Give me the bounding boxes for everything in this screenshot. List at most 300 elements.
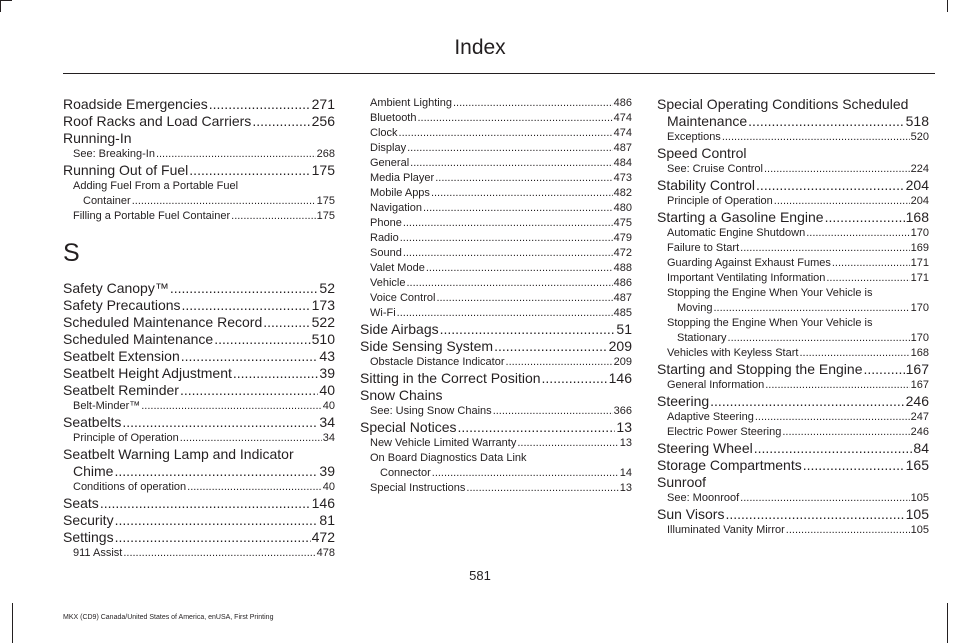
entry-page-number: 146: [608, 370, 632, 386]
dot-leader: [799, 346, 909, 361]
entry-text: Sunroof: [657, 474, 707, 490]
entry-text: Special Notices: [360, 419, 457, 435]
entry-page-number: 171: [910, 257, 929, 269]
entry-text: Stability Control: [657, 177, 756, 193]
dot-leader: [182, 297, 311, 314]
index-subentry: [360, 246, 632, 261]
entry-text: See: Using Snow Chains: [370, 405, 492, 417]
footer-printing-info: MKX (CD9) Canada/United States of America, enUSA, First Printing: [63, 614, 274, 621]
entry-text: On Board Diagnostics Data Link: [370, 452, 527, 464]
dot-leader: [466, 481, 618, 496]
index-entry: [63, 162, 335, 179]
index-entry: [657, 457, 929, 474]
index-entry: [63, 512, 335, 529]
dot-leader: [782, 425, 909, 440]
index-entry: [657, 145, 929, 162]
index-subentry: [657, 130, 929, 145]
index-entry: [360, 419, 632, 436]
dot-leader: [826, 271, 909, 286]
entry-page-number: 479: [613, 232, 632, 244]
entry-page-number: 209: [608, 338, 632, 354]
dot-leader: [722, 130, 910, 145]
index-subentry: [360, 276, 632, 291]
entry-text: Mobile Apps: [370, 187, 430, 199]
index-entry: [63, 529, 335, 546]
index-entry: [63, 382, 335, 399]
index-subentry: [657, 241, 929, 256]
dot-leader: [436, 291, 612, 306]
dot-leader: [417, 111, 612, 126]
index-subentry: [63, 209, 335, 224]
dot-leader: [123, 546, 315, 561]
dot-leader: [765, 378, 909, 393]
entry-page-number: 169: [910, 242, 929, 254]
dot-leader: [806, 226, 909, 241]
entry-page-number: 224: [910, 163, 929, 175]
entry-text: Seats: [63, 495, 99, 511]
index-subentry: [657, 256, 929, 271]
entry-page-number: 170: [910, 332, 929, 344]
dot-leader: [542, 370, 608, 387]
page-title: Index: [454, 36, 506, 59]
crop-mark-top-left: [0, 0, 1, 12]
entry-text: Side Sensing System: [360, 338, 494, 354]
index-entry: [657, 506, 929, 523]
index-subentry: [657, 491, 929, 506]
entry-text: Adaptive Steering: [667, 411, 754, 423]
entry-text: Steering: [657, 393, 710, 409]
index-subentry: [657, 286, 929, 316]
entry-text: Radio: [370, 232, 399, 244]
entry-text: Media Player: [370, 172, 435, 184]
entry-page-number: 13: [616, 419, 632, 435]
entry-text: Scheduled Maintenance: [63, 331, 214, 347]
entry-page-number: 105: [905, 506, 929, 522]
entry-page-number: 13: [619, 437, 632, 449]
dot-leader: [432, 466, 619, 481]
entry-page-number: 473: [613, 172, 632, 184]
entry-text: Sun Visors: [657, 506, 725, 522]
entry-text: Electric Power Steering: [667, 426, 782, 438]
entry-page-number: 480: [613, 202, 632, 214]
dot-leader: [740, 491, 909, 506]
entry-page-number: 486: [613, 97, 632, 109]
dot-leader: [115, 512, 319, 529]
dot-leader: [493, 404, 613, 419]
dot-leader: [180, 382, 318, 399]
entry-text: Seatbelt Warning Lamp and Indicator: [63, 446, 294, 462]
entry-text: Speed Control: [657, 145, 747, 161]
entry-page-number: 246: [905, 393, 929, 409]
dot-leader: [725, 506, 904, 523]
dot-leader: [406, 276, 612, 291]
dot-leader: [435, 171, 612, 186]
crop-mark-top-left: [0, 0, 12, 1]
dot-leader: [748, 113, 904, 130]
index-subentry: [657, 425, 929, 440]
entry-page-number: 168: [910, 347, 929, 359]
entry-text: Stopping the Engine When Your Vehicle is: [667, 287, 873, 299]
dot-leader: [214, 331, 310, 348]
dot-leader: [180, 431, 322, 446]
dot-leader: [141, 399, 322, 414]
index-entry: [63, 331, 335, 348]
index-entry: [63, 348, 335, 365]
dot-leader: [786, 523, 910, 538]
entry-text: Conditions of operation: [73, 481, 187, 493]
index-column-3: [657, 96, 929, 538]
entry-page-number: 34: [319, 414, 335, 430]
entry-page-number: 485: [613, 307, 632, 319]
entry-text: Stopping the Engine When Your Vehicle is: [667, 317, 873, 329]
index-subentry: [360, 404, 632, 419]
entry-text: Seatbelt Extension: [63, 348, 180, 364]
entry-text: Vehicle: [370, 277, 406, 289]
index-subentry: [360, 171, 632, 186]
entry-page-number: 39: [319, 365, 335, 381]
entry-page-number: 34: [322, 432, 335, 444]
entry-page-number: 271: [311, 96, 335, 112]
dot-leader: [506, 355, 613, 370]
entry-page-number: 167: [905, 361, 929, 377]
entry-page-number: 204: [905, 177, 929, 193]
dot-leader: [423, 201, 613, 216]
entry-text: Valet Mode: [370, 262, 425, 274]
entry-text: Sound: [370, 247, 402, 259]
dot-leader: [233, 365, 319, 382]
dot-leader: [764, 162, 910, 177]
dot-leader: [132, 194, 316, 209]
entry-page-number: 487: [613, 292, 632, 304]
index-letter-heading: S: [63, 239, 80, 267]
entry-page-number: 84: [913, 440, 929, 456]
crop-mark-top-right: [947, 0, 948, 12]
entry-page-number: 247: [910, 411, 929, 423]
entry-text: Starting and Stopping the Engine: [657, 361, 863, 377]
entry-text: Guarding Against Exhaust Fumes: [667, 257, 831, 269]
index-entry: [63, 297, 335, 314]
index-subentry: [657, 226, 929, 241]
entry-page-number: 81: [319, 512, 335, 528]
crop-mark-bottom-left: [12, 603, 13, 643]
dot-leader: [410, 156, 613, 171]
dot-leader: [740, 241, 910, 256]
index-entry: [63, 365, 335, 382]
entry-text: Display: [370, 142, 407, 154]
dot-leader: [122, 414, 318, 431]
entry-text: New Vehicle Limited Warranty: [370, 437, 517, 449]
entry-text: Failure to Start: [667, 242, 740, 254]
entry-page-number: 487: [613, 142, 632, 154]
index-subentry: [63, 546, 335, 561]
index-entry: [63, 130, 335, 147]
dot-leader: [263, 314, 310, 331]
entry-page-number: 488: [613, 262, 632, 274]
entry-text: Running Out of Fuel: [63, 162, 189, 178]
dot-leader: [755, 410, 910, 425]
entry-text: Settings: [63, 529, 114, 545]
entry-text: Safety Precautions: [63, 297, 181, 313]
entry-page-number: 165: [905, 457, 929, 473]
entry-page-number: 40: [319, 382, 335, 398]
entry-page-number: 40: [322, 481, 335, 493]
entry-text-continued: Chime: [73, 463, 114, 479]
entry-text: Wi-Fi: [370, 307, 396, 319]
entry-page-number: 105: [910, 492, 929, 504]
entry-page-number: 472: [311, 529, 335, 545]
dot-leader: [494, 338, 608, 355]
index-entry: [657, 361, 929, 378]
dot-leader: [517, 436, 618, 451]
entry-page-number: 472: [613, 247, 632, 259]
index-subentry: [657, 194, 929, 209]
entry-text: See: Moonroof: [667, 492, 740, 504]
dot-leader: [187, 480, 322, 495]
entry-page-number: 173: [311, 297, 335, 313]
entry-text: Roadside Emergencies: [63, 96, 208, 112]
entry-page-number: 146: [311, 495, 335, 511]
entry-text: 911 Assist: [73, 547, 123, 559]
dot-leader: [115, 529, 311, 546]
entry-text: See: Breaking-In: [73, 148, 155, 160]
index-entry: [63, 414, 335, 431]
entry-text: Seatbelt Reminder: [63, 382, 179, 398]
entry-text: Ambient Lighting: [370, 97, 452, 109]
header-divider: [63, 73, 935, 74]
entry-page-number: 518: [905, 113, 929, 129]
index-subentry: [360, 451, 632, 481]
entry-page-number: 209: [613, 356, 632, 368]
entry-text-continued: Container: [83, 195, 131, 207]
entry-text: Scheduled Maintenance Record: [63, 314, 263, 330]
dot-leader: [397, 306, 613, 321]
dot-leader: [231, 209, 316, 224]
index-subentry: [657, 162, 929, 177]
entry-page-number: 105: [910, 524, 929, 536]
index-subentry: [63, 431, 335, 446]
crop-mark-bottom-right: [947, 603, 948, 643]
dot-leader: [825, 209, 905, 226]
entry-text: Side Airbags: [360, 321, 439, 337]
entry-text: Running-In: [63, 130, 132, 146]
entry-page-number: 474: [613, 127, 632, 139]
index-subentry: [360, 156, 632, 171]
entry-text: Adding Fuel From a Portable Fuel: [73, 180, 239, 192]
entry-page-number: 14: [619, 467, 632, 479]
dot-leader: [400, 231, 613, 246]
index-subentry: [63, 147, 335, 162]
entry-text-continued: Maintenance: [667, 113, 748, 129]
dot-leader: [832, 256, 910, 271]
index-entry: [657, 440, 929, 457]
entry-text: Special Instructions: [370, 482, 466, 494]
index-entry: [360, 321, 632, 338]
entry-text: Voice Control: [370, 292, 436, 304]
entry-text: Important Ventilating Information: [667, 272, 826, 284]
dot-leader: [754, 440, 913, 457]
index-subentry: [657, 316, 929, 346]
dot-leader: [713, 301, 909, 316]
entry-page-number: 256: [311, 113, 335, 129]
index-subentry: [657, 346, 929, 361]
index-subentry: [657, 523, 929, 538]
index-entry: [63, 446, 335, 480]
entry-page-number: 175: [316, 195, 335, 207]
entry-page-number: 486: [613, 277, 632, 289]
dot-leader: [170, 280, 319, 297]
dot-leader: [431, 186, 613, 201]
entry-text: Principle of Operation: [667, 195, 773, 207]
entry-text: General Information: [667, 379, 765, 391]
index-subentry: [360, 291, 632, 306]
index-column-1: [63, 96, 335, 561]
index-subentry: [360, 481, 632, 496]
entry-page-number: 39: [319, 463, 335, 479]
dot-leader: [803, 457, 905, 474]
dot-leader: [453, 96, 613, 111]
index-entry: [63, 96, 335, 113]
dot-leader: [403, 246, 613, 261]
entry-text: Principle of Operation: [73, 432, 179, 444]
index-entry: [360, 387, 632, 404]
entry-page-number: 51: [616, 321, 632, 337]
entry-text: Navigation: [370, 202, 422, 214]
index-entry: [657, 177, 929, 194]
entry-page-number: 170: [910, 302, 929, 314]
dot-leader: [156, 147, 316, 162]
entry-page-number: 482: [613, 187, 632, 199]
entry-text: Starting a Gasoline Engine: [657, 209, 824, 225]
index-subentry: [360, 126, 632, 141]
dot-leader: [181, 348, 319, 365]
dot-leader: [403, 216, 613, 231]
entry-page-number: 40: [322, 400, 335, 412]
entry-text: Obstacle Distance Indicator: [370, 356, 505, 368]
entry-text: General: [370, 157, 410, 169]
index-subentry: [360, 201, 632, 216]
index-subentry: [657, 271, 929, 286]
entry-text-continued: Moving: [677, 302, 713, 314]
entry-text: Belt-Minder™: [73, 400, 141, 412]
dot-leader: [252, 113, 310, 130]
dot-leader: [407, 141, 613, 156]
dot-leader: [100, 495, 311, 512]
dot-leader: [728, 331, 910, 346]
entry-page-number: 475: [613, 217, 632, 229]
entry-text: Clock: [370, 127, 398, 139]
index-subentry: [63, 480, 335, 495]
entry-text: Exceptions: [667, 131, 721, 143]
index-entry: [360, 338, 632, 355]
index-subentry: [360, 355, 632, 370]
dot-leader: [399, 126, 613, 141]
dot-leader: [209, 96, 311, 113]
entry-text: Snow Chains: [360, 387, 443, 403]
entry-page-number: 175: [311, 162, 335, 178]
entry-page-number: 246: [910, 426, 929, 438]
entry-page-number: 167: [910, 379, 929, 391]
dot-leader: [440, 321, 616, 338]
entry-page-number: 484: [613, 157, 632, 169]
entry-page-number: 366: [613, 405, 632, 417]
entry-page-number: 168: [905, 209, 929, 225]
entry-text: See: Cruise Control: [667, 163, 763, 175]
page-number: 581: [469, 568, 491, 583]
dot-leader: [426, 261, 613, 276]
dot-leader: [756, 177, 905, 194]
entry-page-number: 510: [311, 331, 335, 347]
entry-text: Phone: [370, 217, 402, 229]
index-column-2: [360, 96, 632, 496]
index-subentry: [360, 261, 632, 276]
entry-text: Seatbelt Height Adjustment: [63, 365, 232, 381]
entry-text: Security: [63, 512, 114, 528]
entry-page-number: 520: [910, 131, 929, 143]
entry-text-continued: Stationary: [677, 332, 727, 344]
index-subentry: [657, 378, 929, 393]
entry-text: Seatbelts: [63, 414, 122, 430]
index-entry: [360, 370, 632, 387]
entry-text: Roof Racks and Load Carriers: [63, 113, 252, 129]
index-entry: [63, 314, 335, 331]
entry-page-number: 204: [910, 195, 929, 207]
index-subentry: [360, 141, 632, 156]
index-subentry: [360, 96, 632, 111]
dot-leader: [774, 194, 910, 209]
index-subentry: [63, 179, 335, 209]
entry-page-number: 171: [910, 272, 929, 284]
index-entry: [63, 495, 335, 512]
entry-page-number: 43: [319, 348, 335, 364]
entry-text: Filling a Portable Fuel Container: [73, 210, 231, 222]
index-subentry: [360, 216, 632, 231]
entry-text-continued: Connector: [380, 467, 431, 479]
entry-text: Safety Canopy™: [63, 280, 169, 296]
index-entry: [657, 209, 929, 226]
entry-text: Bluetooth: [370, 112, 417, 124]
entry-text: Automatic Engine Shutdown: [667, 227, 806, 239]
entry-page-number: 268: [316, 148, 335, 160]
index-subentry: [360, 231, 632, 246]
dot-leader: [710, 393, 904, 410]
index-subentry: [63, 399, 335, 414]
index-subentry: [360, 111, 632, 126]
index-entry: [657, 474, 929, 491]
entry-page-number: 175: [316, 210, 335, 222]
entry-text: Vehicles with Keyless Start: [667, 347, 799, 359]
entry-text: Steering Wheel: [657, 440, 753, 456]
index-subentry: [360, 306, 632, 321]
entry-text: Sitting in the Correct Position: [360, 370, 541, 386]
entry-page-number: 170: [910, 227, 929, 239]
dot-leader: [864, 361, 905, 378]
index-entry: [657, 96, 929, 130]
index-subentry: [360, 186, 632, 201]
index-entry: [63, 113, 335, 130]
entry-page-number: 522: [311, 314, 335, 330]
entry-page-number: 13: [619, 482, 632, 494]
index-entry: [657, 393, 929, 410]
dot-leader: [189, 162, 310, 179]
index-subentry: [360, 436, 632, 451]
entry-text: Storage Compartments: [657, 457, 802, 473]
index-subentry: [657, 410, 929, 425]
entry-text: Illuminated Vanity Mirror: [667, 524, 785, 536]
dot-leader: [458, 419, 616, 436]
dot-leader: [114, 463, 318, 480]
entry-page-number: 478: [316, 547, 335, 559]
entry-page-number: 52: [319, 280, 335, 296]
